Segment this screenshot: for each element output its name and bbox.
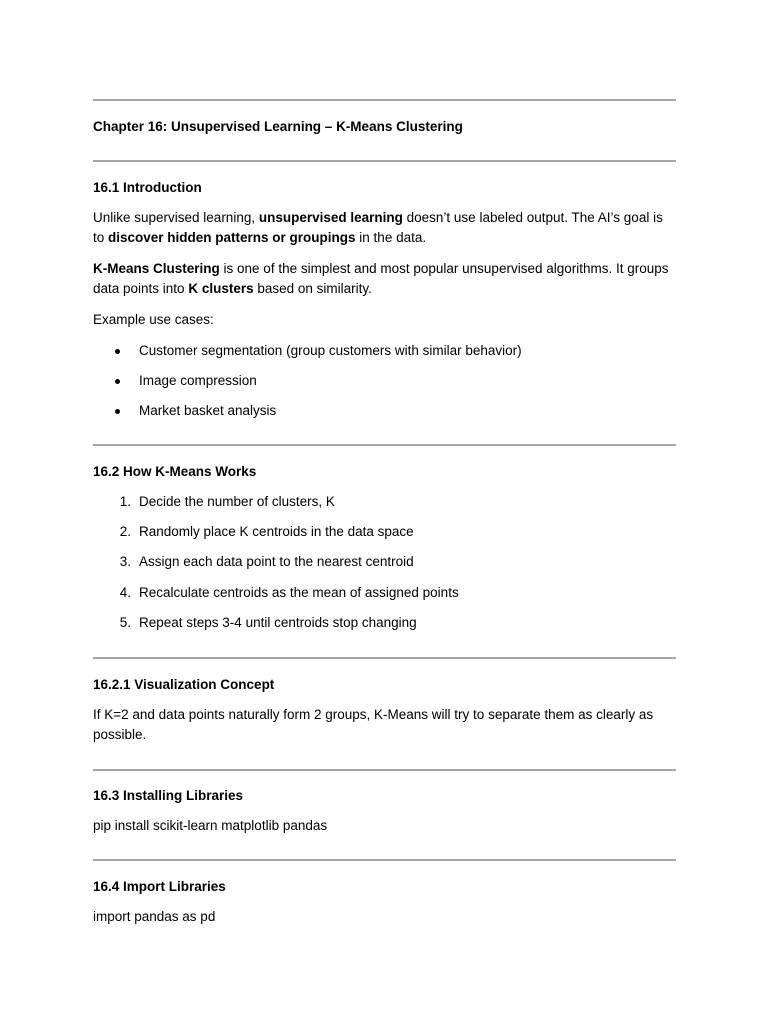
text-run: Unlike supervised learning, — [93, 210, 259, 225]
section-heading-intro: 16.1 Introduction — [93, 180, 202, 195]
list-item-text: Randomly place K centroids in the data space — [139, 524, 414, 539]
list-number: 4. — [119, 585, 131, 600]
text-run: doesn’t use labeled output. The AI’s goal is to — [93, 210, 663, 245]
section-heading-viz: 16.2.1 Visualization Concept — [93, 677, 275, 692]
viz-paragraph: If K=2 and data points naturally form 2 groups, K-Means will try to separate them as clearly as possible. — [93, 707, 654, 742]
horizontal-rule — [93, 657, 676, 659]
section-heading-how: 16.2 How K-Means Works — [93, 464, 257, 479]
bullet-icon — [115, 349, 120, 354]
intro-paragraph-2 — [93, 259, 676, 299]
import-code: import pandas as pd — [93, 909, 216, 924]
use-cases-label: Example use cases: — [93, 312, 214, 327]
bold-run: K-Means Clustering — [93, 261, 220, 276]
list-item-text: Repeat steps 3-4 until centroids stop changing — [139, 615, 417, 630]
horizontal-rule — [93, 160, 676, 162]
chapter-title: Chapter 16: Unsupervised Learning – K-Means Clustering — [93, 119, 463, 134]
section-heading-install: 16.3 Installing Libraries — [93, 788, 244, 803]
text-run: based on similarity. — [253, 281, 372, 296]
horizontal-rule — [93, 99, 676, 101]
horizontal-rule — [93, 444, 676, 446]
bullet-icon — [115, 409, 120, 414]
intro-paragraph-1 — [93, 208, 676, 248]
bold-run: discover hidden patterns or groupings — [108, 230, 356, 245]
list-item-text: Recalculate centroids as the mean of assigned points — [139, 585, 459, 600]
list-item-text: Decide the number of clusters, K — [139, 494, 335, 509]
text-run: in the data. — [355, 230, 427, 245]
install-command: pip install scikit-learn matplotlib pandas — [93, 818, 328, 833]
horizontal-rule — [93, 859, 676, 861]
text-run: is one of the simplest and most popular unsupervised algorithms. It groups data points into — [93, 261, 669, 296]
horizontal-rule — [93, 769, 676, 771]
list-number: 3. — [119, 554, 131, 569]
list-number: 5. — [119, 615, 131, 630]
bold-run: unsupervised learning — [258, 210, 403, 225]
list-number: 2. — [119, 524, 131, 539]
list-item-text: Assign each data point to the nearest centroid — [139, 554, 414, 569]
section-heading-import: 16.4 Import Libraries — [93, 879, 226, 894]
list-item-text: Market basket analysis — [139, 403, 277, 418]
bold-run: K clusters — [188, 281, 254, 296]
list-number: 1. — [119, 494, 131, 509]
list-item-text: Image compression — [139, 373, 257, 388]
list-item-text: Customer segmentation (group customers with similar behavior) — [139, 343, 522, 358]
bullet-icon — [115, 379, 120, 384]
